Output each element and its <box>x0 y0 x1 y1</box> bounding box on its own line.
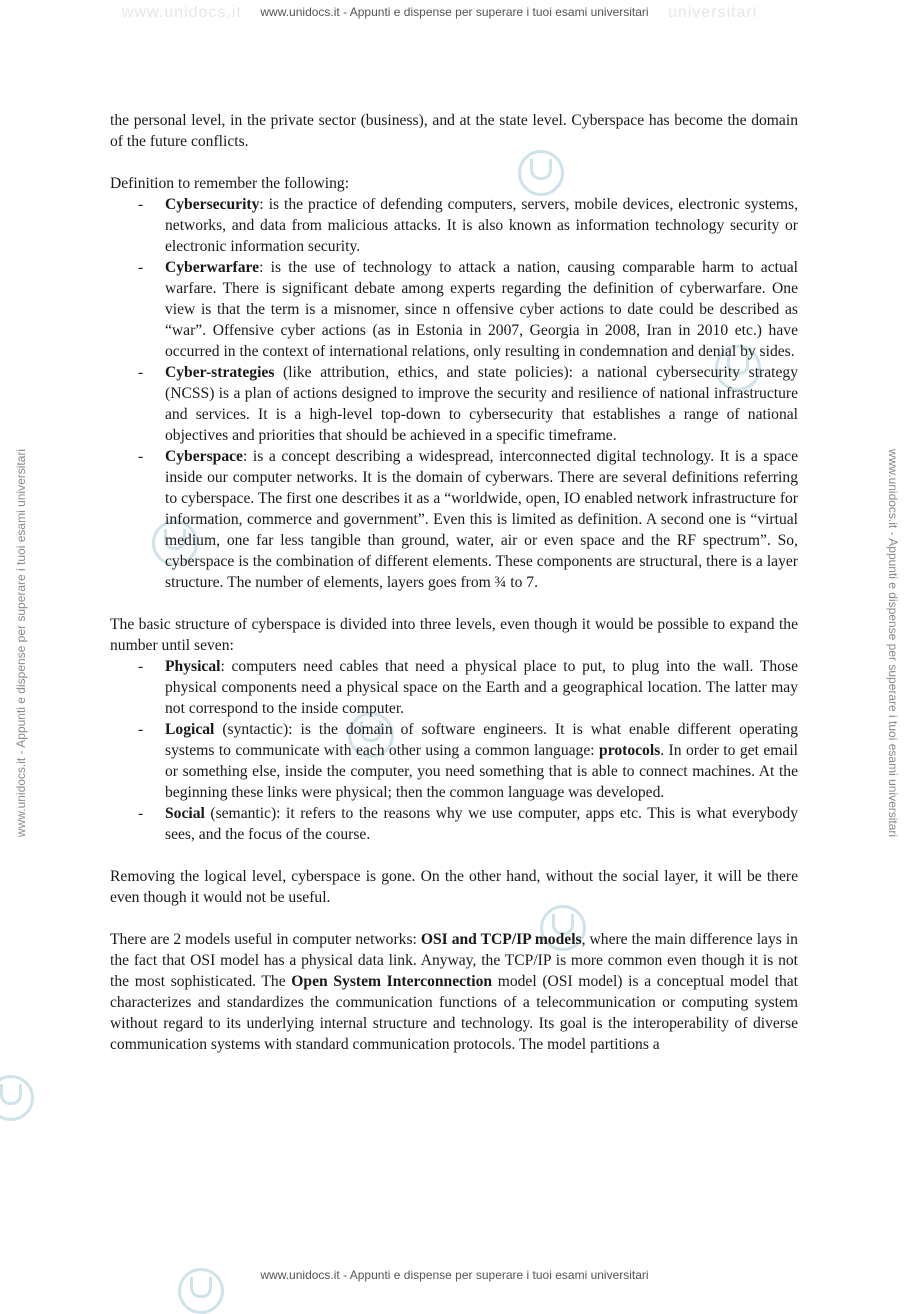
definition-term: Cyber-strategies <box>165 364 275 381</box>
definition-text: : is the use of technology to attack a nation, causing comparable harm to actual warfare. There is significant debate among experts regarding the definition of cyberwarfare. One view is that the term is a misnomer, since n offensive cyber actions to date could be described as “war”. Offensive cyber actions (as in Estonia in 2007, Georgia in 2008, Iran in 2010 etc.) have occurred in the context of international relations, only resulting in condemnation and denial by sides. <box>165 259 798 360</box>
footer-watermark: www.unidocs.it - Appunti e dispense per superare i tuoi esami universitari <box>260 1268 649 1282</box>
models-paragraph <box>110 929 798 1055</box>
level-item <box>165 719 798 803</box>
watermark-ghost-right: universitari <box>668 4 758 21</box>
models-bold: Open System Interconnection <box>291 973 493 990</box>
level-text: : computers need cables that need a physical place to put, to plug into the wall. Those physical components need a physical space on the Earth and a geographical location. The latter may not correspond to the inside computer. <box>165 658 798 717</box>
definition-term: Cybersecurity <box>165 196 260 213</box>
level-term: Physical <box>165 658 221 675</box>
removing-paragraph: Removing the logical level, cyberspace is gone. On the other hand, without the social layer, it will be there even though it would not be useful. <box>110 868 798 906</box>
definition-term: Cyberspace <box>165 448 243 465</box>
level-text: . In order to get email or something else, inside the computer, you need something that is able to connect machines. At the beginning these links were physical; then the common language was developed. <box>165 742 798 801</box>
document-body <box>110 110 798 1076</box>
unidocs-logo-icon <box>0 1075 34 1121</box>
definition-item <box>165 362 798 446</box>
definition-text: : is the practice of defending computers, servers, mobile devices, electronic systems, networks, and data from malicious attacks. It is also known as information technology security or electronic information security. <box>165 196 798 255</box>
structure-lead: The basic structure of cyberspace is divided into three levels, even though it would be possible to expand the number until seven: <box>110 616 798 654</box>
definition-item <box>165 446 798 593</box>
definition-term: Cyberwarfare <box>165 259 260 276</box>
definitions-lead: Definition to remember the following: <box>110 175 350 192</box>
left-side-watermark: www.unidocs.it - Appunti e dispense per superare i tuoi esami universitari <box>14 448 28 838</box>
levels-list <box>110 656 798 845</box>
models-bold: OSI and TCP/IP models <box>420 931 582 948</box>
header-watermark: www.unidocs.it - Appunti e dispense per superare i tuoi esami universitari <box>260 5 649 19</box>
level-text: (semantic): it refers to the reasons why we use computer, apps etc. This is what everybody sees, and the focus of the course. <box>165 805 798 843</box>
level-term: Social <box>165 805 205 822</box>
level-term: Logical <box>165 721 215 738</box>
right-side-watermark: www.unidocs.it - Appunti e dispense per superare i tuoi esami universitari <box>886 448 900 838</box>
level-item <box>165 656 798 719</box>
level-text: (syntactic): is the domain of software engineers. It is what enable different operating systems to communicate with each other using a common language: <box>165 721 798 759</box>
models-text: model (OSI model) is a conceptual model that characterizes and standardizes the communication functions of a telecommunication or computing system without regard to its underlying internal structure and technology. Its goal is the interoperability of diverse communication systems with standard communication protocols. The model partitions a <box>110 973 798 1053</box>
intro-paragraph: the personal level, in the private sector (business), and at the state level. Cyberspace has become the domain of the future conflicts. <box>110 112 798 150</box>
level-item <box>165 803 798 845</box>
models-text: , where the main difference lays in the fact that OSI model has a physical data link. Anyway, the TCP/IP is more common even though it is not the most sophisticated. The <box>110 931 798 990</box>
definition-item <box>165 257 798 362</box>
models-text: There are 2 models useful in computer networks: <box>110 931 421 948</box>
definitions-list <box>110 194 798 593</box>
watermark-ghost-left: www.unidocs.it <box>122 4 242 21</box>
level-bold-protocols: protocols <box>599 742 661 759</box>
definition-text: (like attribution, ethics, and state policies): a national cybersecurity strategy (NCSS) is a plan of actions designed to improve the security and resilience of national infrastructure and services. It is a high-level top-down to cybersecurity that establishes a range of national objectives and priorities that should be achieved in a specific timeframe. <box>165 364 798 444</box>
definition-text: : is a concept describing a widespread, interconnected digital technology. It is a space inside our computer networks. It is the domain of cyberwars. There are several definitions referring to cyberspace. The first one describes it as a “worldwide, open, IO enabled network infrastructure for information, commerce and government”. Even this is limited as definition. A second one is “virtual medium, one far less tangible than ground, water, air or even space and the RF spectrum”. So, cyberspace is the combination of different elements. These components are structural, there is a layer structure. The number of elements, layers goes from ¾ to 7. <box>165 448 798 591</box>
definition-item <box>165 194 798 257</box>
